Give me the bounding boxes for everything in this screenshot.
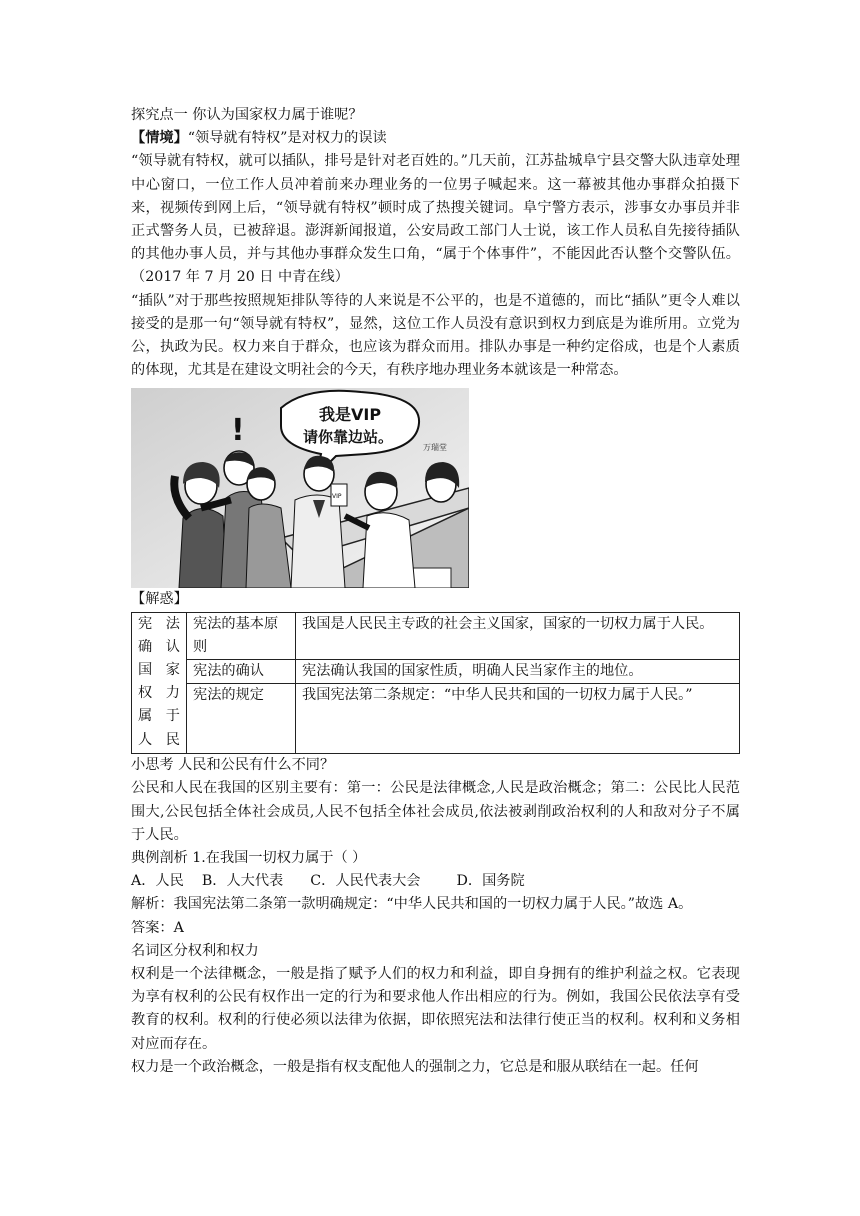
news-paragraph: “领导就有特权，就可以插队，排号是针对老百姓的。”几天前，江苏盐城阜宁县交警大队违章处理中心窗口，一位工作人员冲着前来办理业务的一位男子喊起来。这一幕被其他办事群众拍摄下来，视频传到网上后，“领导就有特权”顿时成了热搜关键词。阜宁警方表示，涉事女办事员并非正式警务人员，已被辞退。澎湃新闻报道，公安局政工部门人士说，该工作人员私自先接待插队的其他办事人员，并与其他办事群众发生口角，“属于个体事件”，不能因此否认整个交警队伍。（2017 年 7 月 20 日 中青在线） <box>131 153 740 286</box>
xiaosikao-answer: 公民和人民在我国的区别主要有：第一：公民是法律概念,人民是政治概念；第二：公民比人民范围大,公民包括全体社会成员,人民不包括全体社会成员,依法被剥削政治权利的人和敌对分子不属于人民。 <box>131 780 740 843</box>
table-item: 宪法的规定 <box>187 684 296 754</box>
xiaosikao-question: 小思考 人民和公民有什么不同？ <box>131 757 335 774</box>
exclamation-mark: ! <box>231 413 245 449</box>
jiehuo-label: 【解惑】 <box>131 591 188 608</box>
jiehuo-table <box>131 612 740 755</box>
situation-text: “领导就有特权”是对权力的误读 <box>187 130 387 147</box>
example-analysis: 解析：我国宪法第二条第一款明确规定：“中华人民共和国的一切权力属于人民。”故选 A。 <box>131 896 693 913</box>
example-options: A．人民 B．人大代表 C．人民代表大会 D．国务院 <box>131 873 525 890</box>
table-row <box>132 612 740 659</box>
table-content: 我国是人民民主专政的社会主义国家，国家的一切权力属于人民。 <box>296 612 740 659</box>
situation-title <box>131 127 740 150</box>
comment-paragraph: “插队”对于那些按照规矩排队等待的人来说是不公平的，也是不道德的，而比“插队”更令人难以接受的是那一句“领导就有特权”，显然，这位工作人员没有意识到权力到底是为谁所用。立党为公，执政为民。权力来自于群众，也应该为群众而用。排队办事是一种约定俗成，也是个人素质的体现，尤其是在建设文明社会的今天，有秩序地办理业务本就该是一种常态。 <box>131 292 740 379</box>
table-content: 宪法确认我国的国家性质，明确人民当家作主的地位。 <box>296 660 740 684</box>
document-page <box>131 104 740 1079</box>
table-left-header: 宪法确认国家权力属于人民 <box>132 612 187 754</box>
vip-card-text: VIP <box>332 493 342 501</box>
bubble-text-1: 我是VIP <box>319 405 382 425</box>
section-heading: 探究点一 你认为国家权力属于谁呢？ <box>131 107 363 123</box>
example-answer: 答案：A <box>131 919 184 936</box>
example-question: 典例剖析 1.在我国一切权力属于（ ） <box>131 850 367 867</box>
quanli-paragraph: 权利是一个法律概念，一般是指了赋予人们的权力和利益，即自身拥有的维护利益之权。它表现为享有权利的公民有权作出一定的行为和要求他人作出相应的行为。例如，我国公民依法享有受教育的权利。权利的行使必须以法律为依据，即依照宪法和法律行使正当的权利。权利和义务相对应而存在。 <box>131 966 740 1052</box>
artist-signature: 万瑞堂 <box>423 443 447 453</box>
quanli2-paragraph: 权力是一个政治概念，一般是指有权支配他人的强制之力，它总是和服从联结在一起。任何 <box>131 1058 699 1075</box>
term-title: 名词区分权利和权力 <box>131 942 259 959</box>
table-row <box>132 660 740 684</box>
table-content: 我国宪法第二条规定：“中华人民共和国的一切权力属于人民。” <box>296 684 740 754</box>
table-row <box>132 684 740 754</box>
situation-tag: 【情境】 <box>131 130 188 147</box>
table-item: 宪法的确认 <box>187 660 296 684</box>
bubble-text-2: 请你靠边站。 <box>303 428 394 447</box>
table-item: 宪法的基本原则 <box>187 612 296 659</box>
cartoon-illustration <box>131 388 469 588</box>
